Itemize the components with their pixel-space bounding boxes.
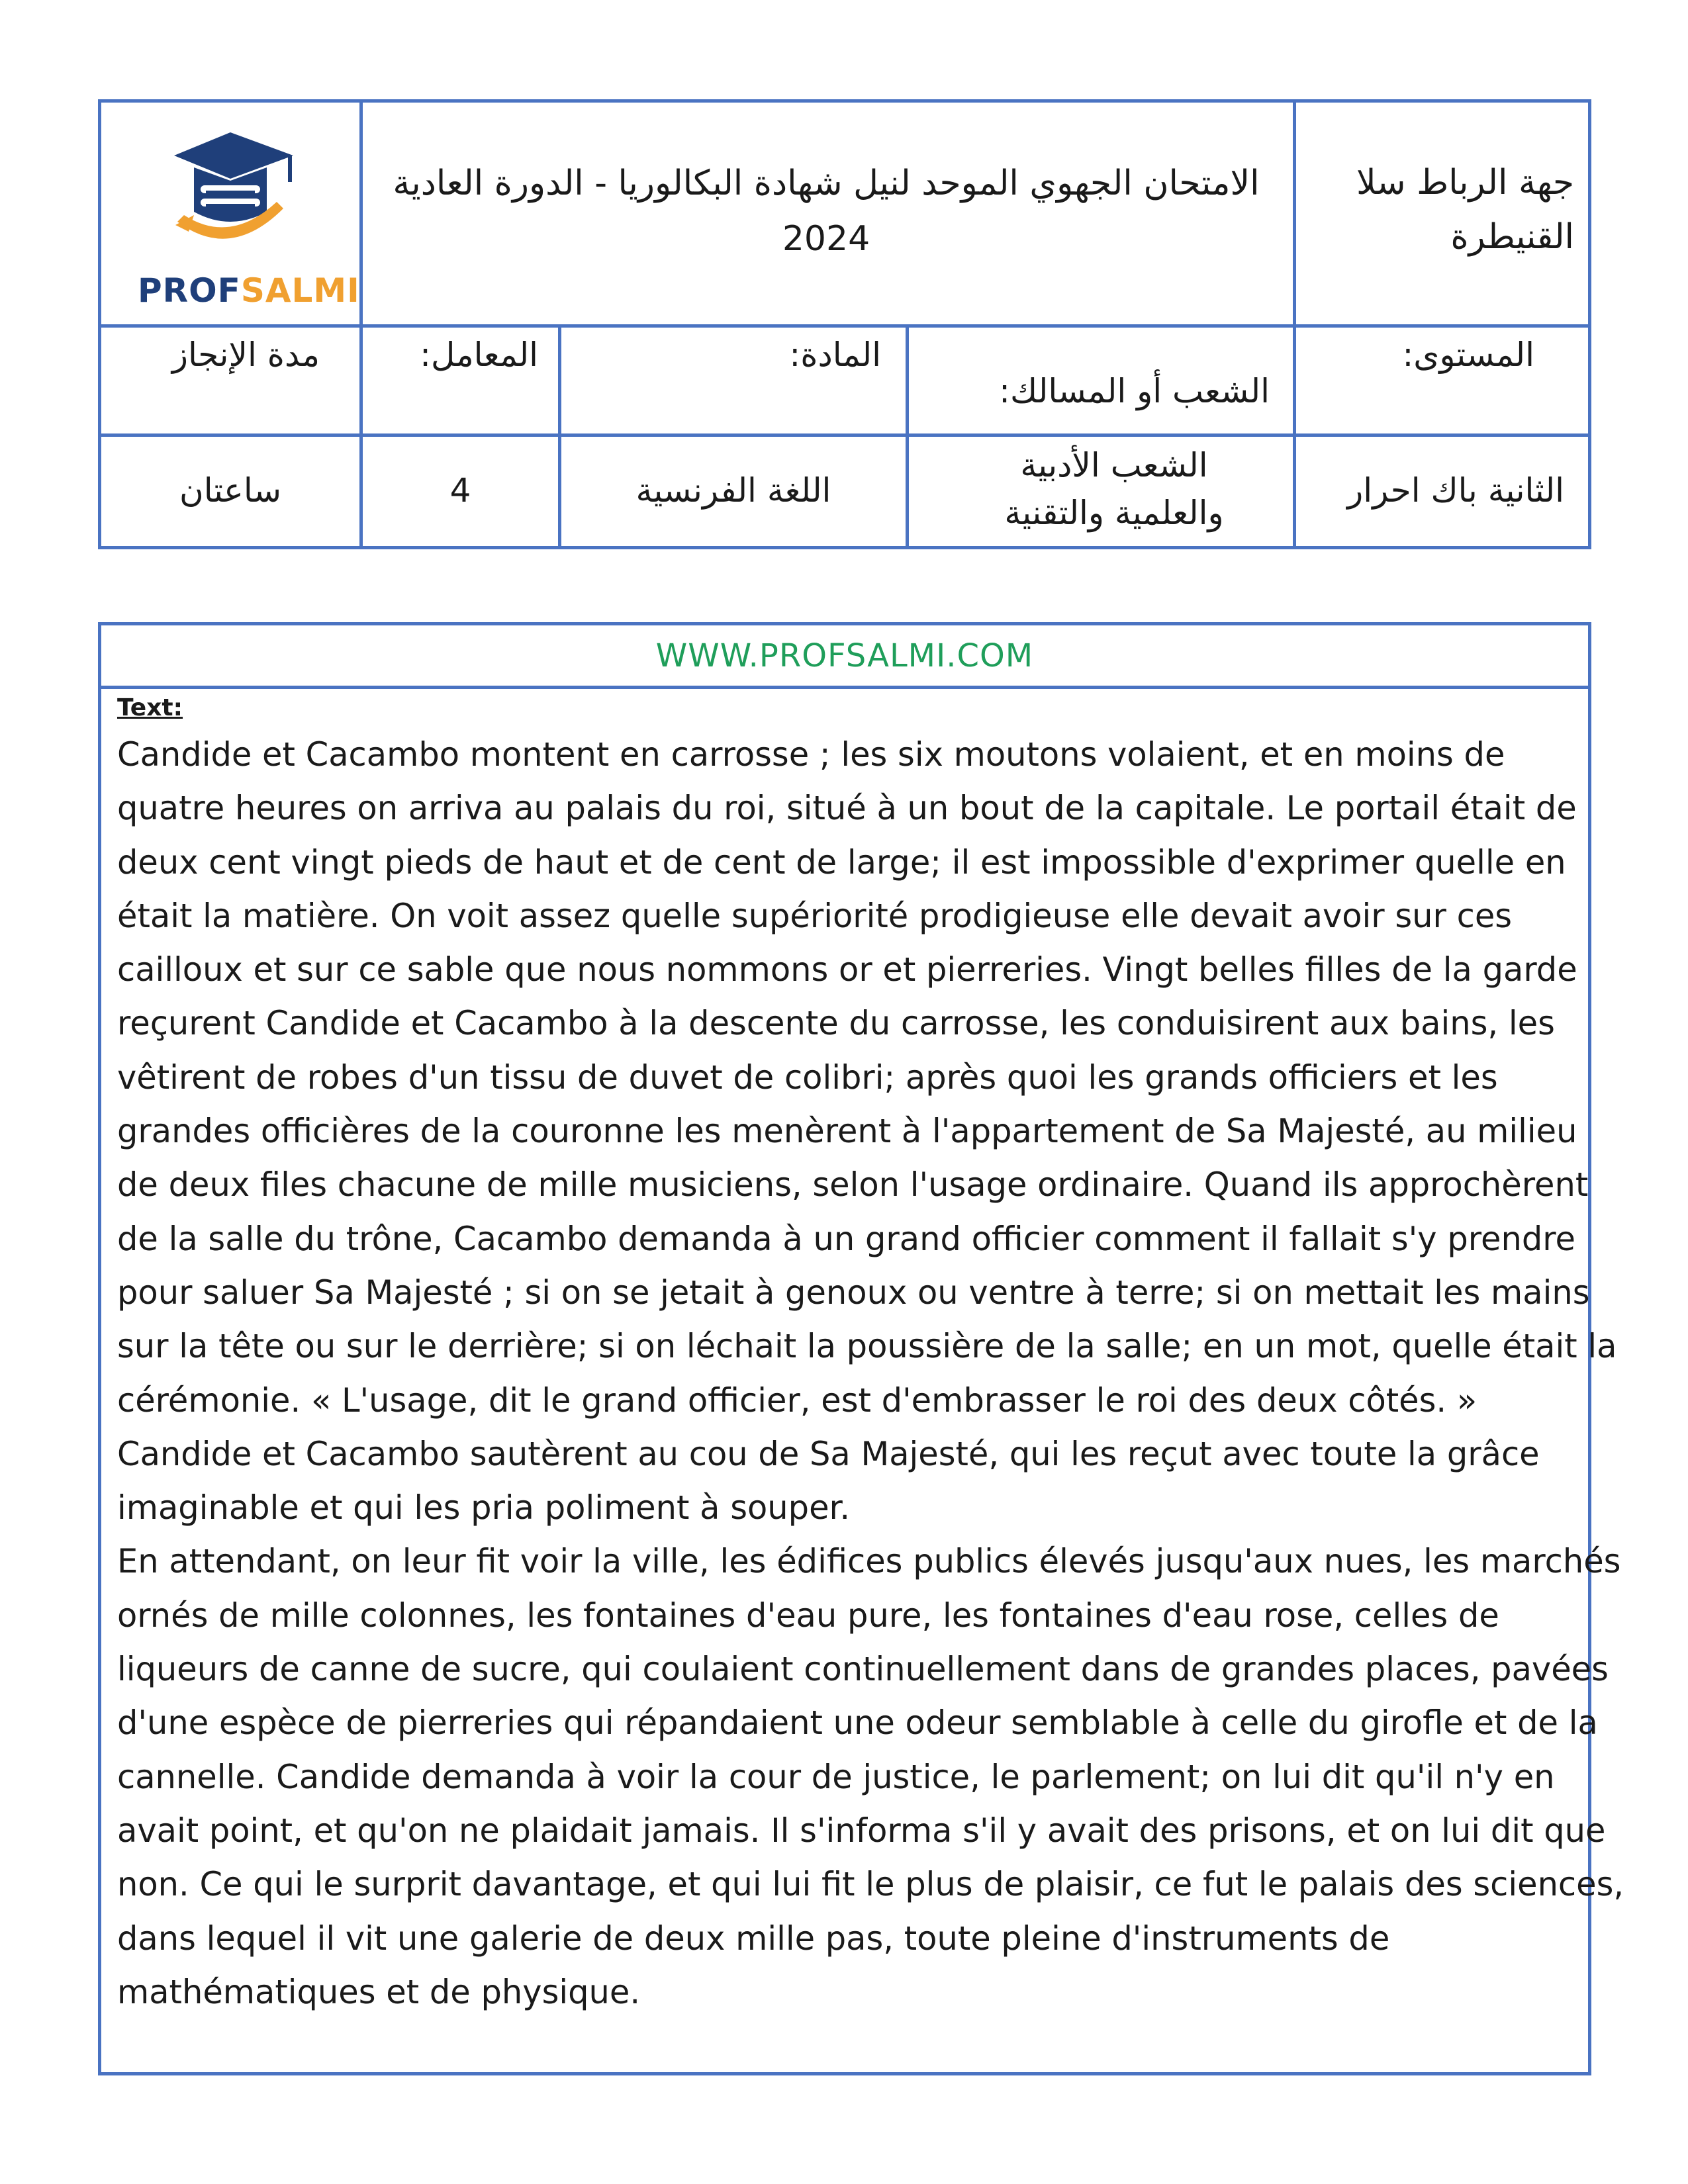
website-url[interactable]: WWW.PROFSALMI.COM — [101, 625, 1588, 689]
text-line: quatre heures on arriva au palais du roi, situé à un bout de la capitale. Le portail était de — [117, 789, 1577, 828]
text-line: était la matière. On voit assez quelle supériorité prodigieuse elle devait avoir sur ces — [117, 896, 1513, 935]
text-line: avait point, et qu'on ne plaidait jamais. Il s'informa s'il y avait des prisons, et on lui dit que — [117, 1811, 1606, 1850]
text-line: de la salle du trône, Cacambo demanda à un grand officier comment il fallait s'y prendre — [117, 1219, 1575, 1258]
text-line: dans lequel il vit une galerie de deux mille pas, toute pleine d'instruments de — [117, 1919, 1390, 1958]
text-line: reçurent Candide et Cacambo à la descente du carrosse, les conduisirent aux bains, les — [117, 1004, 1555, 1043]
duration-label: مدة الإنجاز — [171, 336, 320, 374]
text-line: sur la tête ou sur le derrière; si on léchait la poussière de la salle; en un mot, quelle était la — [117, 1327, 1617, 1366]
coefficient-value: 4 — [449, 471, 471, 510]
logo-brand — [138, 271, 360, 310]
branches-value: الشعب الأدبية والعلمية والتقنية — [1004, 446, 1224, 532]
coefficient-label: المعامل: — [420, 336, 538, 374]
text-line: pour saluer Sa Majesté ; si on se jetait à genoux ou ventre à terre; si on mettait les mains — [117, 1273, 1590, 1312]
text-line: cailloux et sur ce sable que nous nommons or et pierreries. Vingt belles filles de la garde — [117, 950, 1577, 989]
duration-value: ساعتان — [179, 471, 281, 510]
text-line: deux cent vingt pieds de haut et de cent de large; il est impossible d'exprimer quelle en — [117, 842, 1566, 882]
reading-text — [117, 728, 1624, 2019]
text-line: cannelle. Candide demanda à voir la cour de justice, le parlement; on lui dit qu'il n'y en — [117, 1757, 1555, 1796]
logo-brand-left: PROF — [138, 271, 241, 310]
text-line: vêtirent de robes d'un tissu de duvet de colibri; après quoi les grands officiers et les — [117, 1058, 1498, 1097]
level-value: الثانية باك احرار — [1347, 471, 1564, 510]
exam-title: الامتحان الجهوي الموحد لنيل شهادة البكالوريا - الدورة العادية 2024 — [393, 163, 1260, 259]
reading-text-box — [98, 622, 1624, 2075]
logo — [101, 103, 359, 324]
text-line: En attendant, on leur fit voir la ville, les édifices publics élevés jusqu'aux nues, les marchés — [117, 1542, 1621, 1581]
text-line: Candide et Cacambo sautèrent au cou de Sa Majesté, qui les reçut avec toute la grâce — [117, 1434, 1540, 1473]
region-name: جهة الرباط سلا القنيطرة — [1356, 163, 1574, 257]
level-label: المستوى: — [1402, 336, 1534, 374]
text-line: imaginable et qui les pria poliment à souper. — [117, 1488, 851, 1527]
subject-label: المادة: — [789, 336, 881, 374]
logo-brand-right: SALMI — [240, 271, 360, 310]
text-line: ornés de mille colonnes, les fontaines d'eau pure, les fontaines d'eau rose, celles de — [117, 1596, 1499, 1635]
grid-line — [101, 324, 1588, 328]
grid-line — [101, 433, 1588, 437]
text-line: Candide et Cacambo montent en carrosse ; les six moutons volaient, et en moins de — [117, 735, 1505, 774]
text-line: de deux files chacune de mille musiciens, selon l'usage ordinaire. Quand ils approchèrent — [117, 1165, 1589, 1205]
text-line: grandes officières de la couronne les menèrent à l'appartement de Sa Majesté, au milieu — [117, 1112, 1577, 1151]
text-line: cérémonie. « L'usage, dit le grand officier, est d'embrasser le roi des deux côtés. » — [117, 1381, 1477, 1420]
graduation-cap-logo-icon — [101, 109, 359, 281]
text-label: Text: — [117, 694, 183, 721]
text-line: d'une espèce de pierreries qui répandaient une odeur semblable à celle du girofle et de la — [117, 1704, 1598, 1743]
text-line: mathématiques et de physique. — [117, 1972, 641, 2011]
text-line: non. Ce qui le surprit davantage, et qui lui fit le plus de plaisir, ce fut le palais des sciences, — [117, 1865, 1624, 1904]
exam-header-table — [98, 99, 1591, 549]
subject-value: اللغة الفرنسية — [635, 471, 831, 510]
text-line: liqueurs de canne de sucre, qui coulaient continuellement dans de grandes places, pavées — [117, 1650, 1609, 1689]
branches-label: الشعب أو المسالك: — [999, 372, 1270, 410]
